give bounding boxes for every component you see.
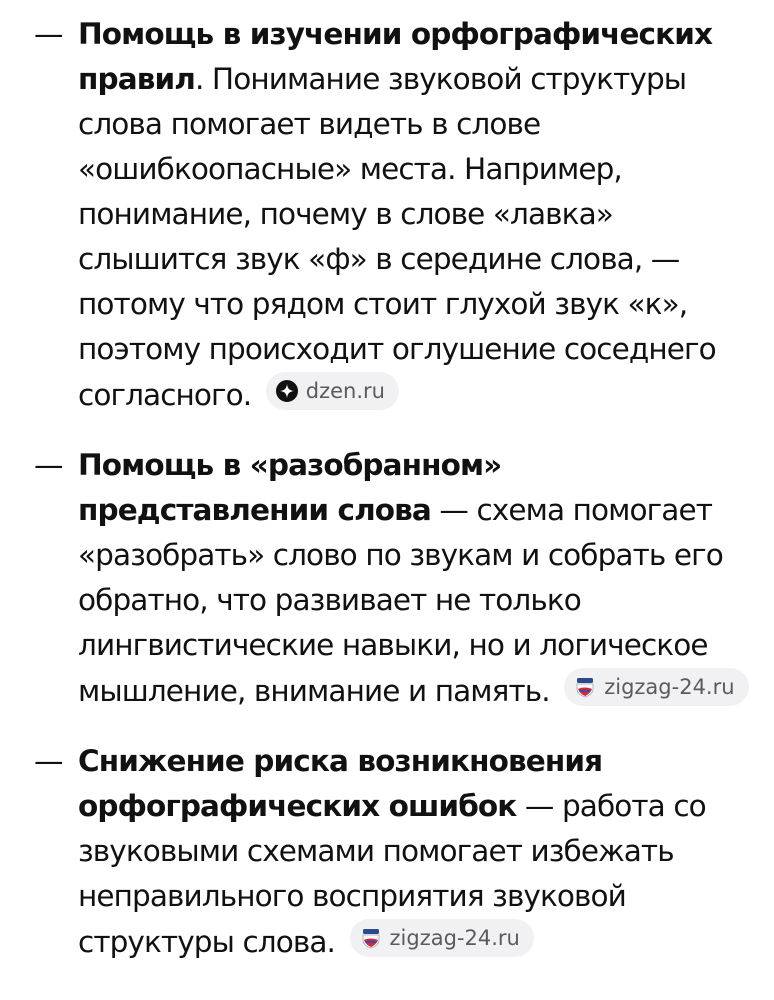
zigzag-logo-icon [360, 927, 382, 949]
zigzag-logo-icon [574, 676, 596, 698]
list-dash: — [34, 448, 63, 482]
item-heading: Помощь в «разобранном» представлении слова [78, 448, 502, 527]
list-dash: — [34, 17, 63, 51]
item-heading: Снижение риска возникновения орфографических ошибок [78, 744, 603, 823]
item-heading: Помощь в изучении орфографических правил [78, 17, 713, 96]
source-label: dzen.ru [305, 379, 385, 403]
list-item [34, 12, 750, 418]
source-link-zigzag[interactable] [350, 919, 534, 957]
list-item [34, 739, 750, 965]
source-link-zigzag[interactable] [564, 668, 748, 706]
source-link-dzen[interactable] [266, 372, 399, 410]
list-dash: — [34, 744, 63, 778]
item-text: . Понимание звуковой структуры слова помогает видеть в слове «ошибкоопасные» места. Например, понимание, почему в слове «лавка» слышится звук «ф» в середине слова, — потому что рядом стоит глухой звук «к», поэтому происходит оглушение соседнего согласного. [78, 62, 716, 412]
dzen-icon [276, 380, 298, 402]
list-item [34, 443, 750, 714]
item-text: — схема помогает «разобрать» слово по звукам и собрать его обратно, что развивает не только лингвистические навыки, но и логическое мышление, внимание и память. [78, 493, 723, 708]
source-label: zigzag-24.ru [389, 926, 520, 950]
source-label: zigzag-24.ru [604, 675, 735, 699]
item-text: — работа со звуковыми схемами помогает избежать неправильного восприятия звуковой структуры слова. [78, 789, 706, 959]
